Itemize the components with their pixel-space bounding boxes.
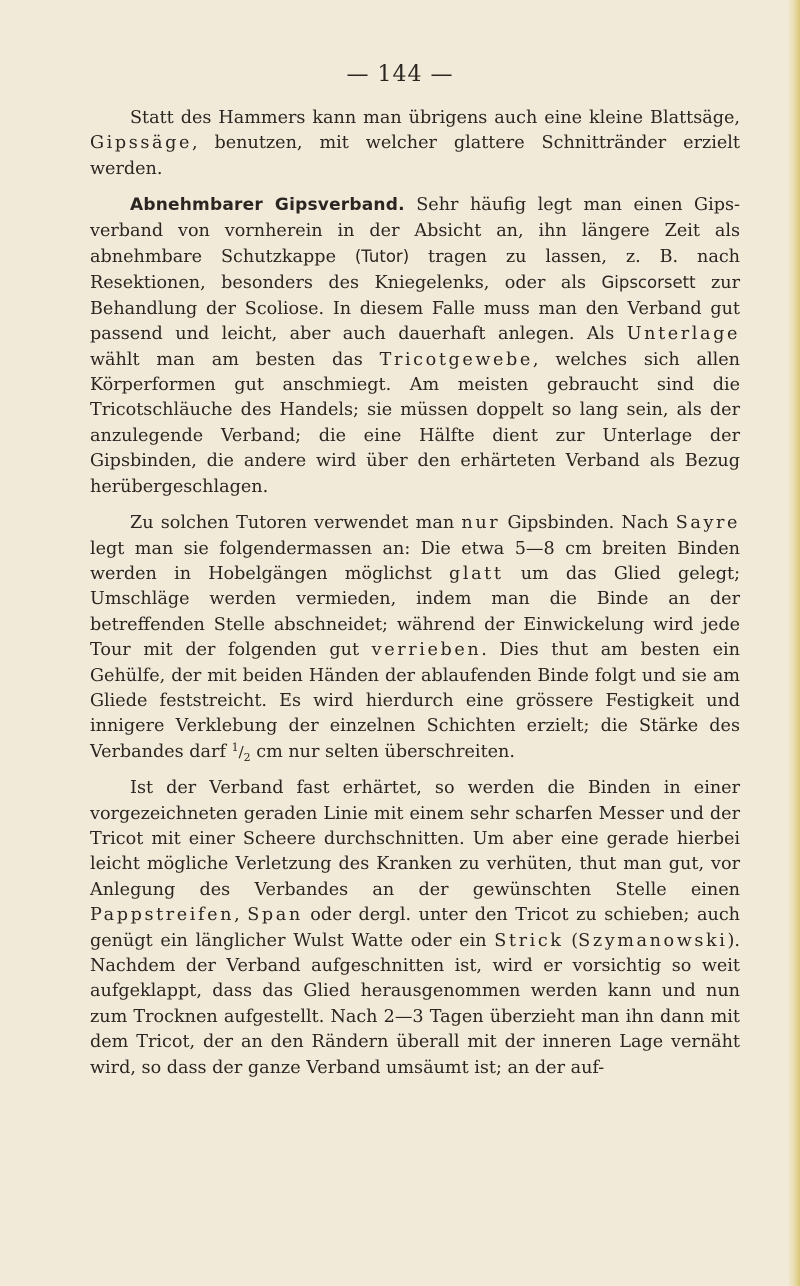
text: Sehr häufig legt man einen Gipsverband von vornherein in der Absicht an, ihn längere Zeit als abnehmbare Schutzkappe <box>90 195 740 268</box>
text: ( <box>563 930 579 951</box>
text: , welches sich allen Körperformen gut anschmiegt. Am meisten gebraucht sind die Tricotschläuche des Handels; sie müssen doppelt so lang sein, als der anzulegende Verband; die eine Hälfte dient zur Unterlage der Gipsbinden, die andere wird über den erhärteten Verband als Bezug herübergeschlagen. <box>90 349 740 497</box>
text: . Dies thut am besten ein Gehülfe, der mit beiden Händen der ablaufenden Binde folgt und sie am Gliede feststreicht. Es wird hierdurch eine grössere Festigkeit und innigere Verklebung der einzelnen Schichten erzielt; die Stärke des Verbandes darf <box>90 640 740 762</box>
text: , benutzen, mit welcher glattere Schnittränder erzielt werden. <box>90 133 740 179</box>
emphasis-nur: nur <box>461 513 501 534</box>
paragraph-2 <box>90 193 740 500</box>
emphasis-glatt: glatt <box>448 563 504 584</box>
text: Zu solchen Tutoren verwendet man <box>130 513 462 534</box>
text: oder dergl. unter den Tricot zu schieben; auch genügt ein länglicher Wulst Watte oder ein <box>90 905 740 951</box>
text: , <box>234 905 248 926</box>
emphasis-verrieben: verrieben <box>371 640 482 661</box>
fraction-denominator: 2 <box>243 750 251 764</box>
text: Ist der Verband fast erhärtet, so werden die Binden in einer vorgezeichneten geraden Linie mit einem sehr scharfen Messer und der Tricot mit einer Scheere durchschnitten. Um aber eine gerade hierbei leicht mögliche Verletzung des Kranken zu verhüten, thut man gut, vor Anlegung des Verbandes an der gewünschten Stelle einen <box>90 778 740 900</box>
text: legt man sie folgendermassen an: Die etwa 5—8 cm breiten Binden werden in Hobelgängen möglichst <box>90 538 740 584</box>
text: ). Nachdem der Verband aufgeschnitten ist, wird er vorsichtig so weit aufgeklappt, dass das Glied herausgenommen werden kann und nun zum Trocknen aufgestellt. Nach 2—3 Tagen überzieht man ihn dann mit dem Tricot, der an den Rändern überall mit der inneren Lage vernäht wird, so dass der ganze Verband umsäumt ist; an der auf- <box>90 930 740 1078</box>
emphasis-unterlage: Unterlage <box>626 324 740 345</box>
emphasis-span: Span <box>247 905 303 926</box>
emphasis-pappstreifen: Pappstreifen <box>90 905 235 926</box>
paragraph-3 <box>90 511 740 765</box>
term-gipscorsett: Gipscorsett <box>601 273 696 293</box>
body-text <box>90 106 740 1081</box>
emphasis-tricotgewebe: Tricotgewebe <box>379 349 533 370</box>
paragraph-1 <box>90 106 740 182</box>
page-edge <box>788 0 800 1286</box>
text: um das Glied gelegt; Umschläge werden vermieden, indem man die Binde an der betreffenden Stelle abschneidet; während der Einwickelung wird jede Tour mit der folgenden gut <box>90 563 740 661</box>
emphasis-sayre: Sayre <box>675 513 741 534</box>
emphasis-strick: Strick <box>494 930 564 951</box>
fraction-numerator: 1 <box>231 740 239 754</box>
fraction-half: $^1/_2$ <box>231 740 251 764</box>
text: wählt man am besten das <box>90 349 380 370</box>
paragraph-4 <box>90 776 740 1081</box>
term-tutor: (Tutor) <box>354 247 410 267</box>
section-heading: Abnehmbarer Gipsverband. <box>130 195 405 216</box>
text: Gipsbinden. Nach <box>500 513 676 534</box>
emphasis-szymanowski: Szymanowski <box>578 930 728 951</box>
page-number: — 144 — <box>346 62 454 87</box>
text: zur Behandlung der Scoliose. In diesem Falle muss man den Verband gut passend und leicht, aber auch dauerhaft anlegen. Als <box>90 273 740 345</box>
text: tragen zu lassen, z. B. nach Resektionen, besonders des Kniegelenks, oder als <box>90 247 740 294</box>
text: Statt des Hammers kann man übrigens auch eine kleine Blattsäge, <box>130 108 740 128</box>
emphasis-gipssaege: Gipssäge <box>90 133 192 154</box>
text: cm nur selten überschreiten. <box>250 741 515 762</box>
